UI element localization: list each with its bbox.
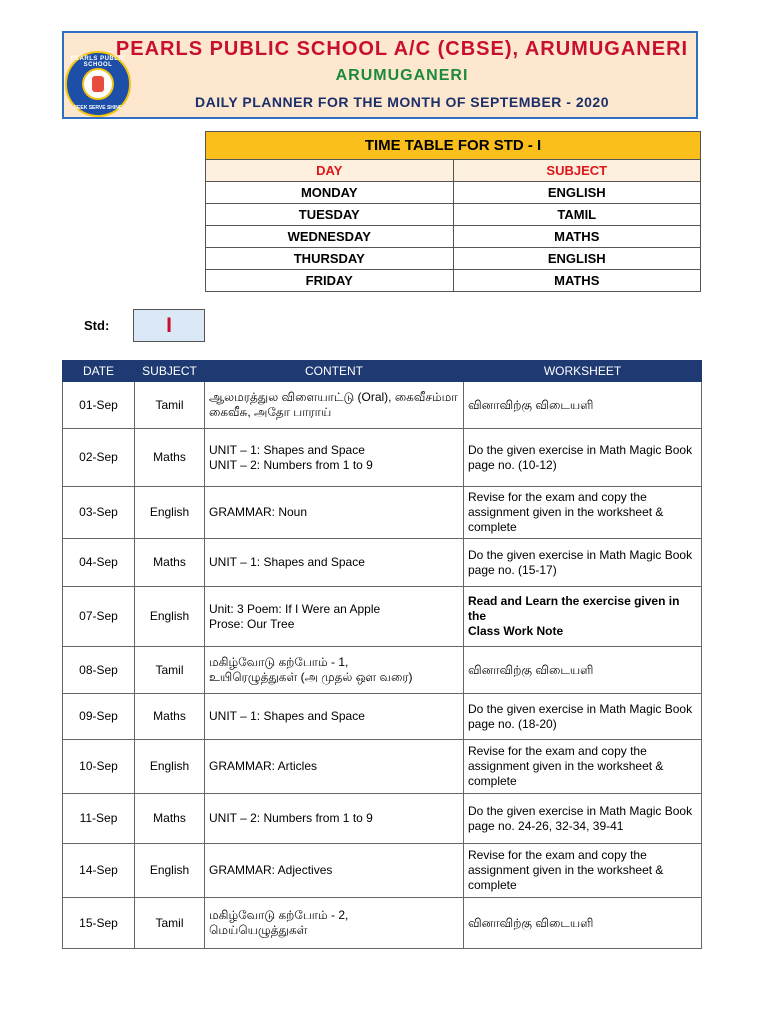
timetable-row — [206, 270, 701, 292]
planner-subject: Tamil — [135, 898, 205, 949]
planner-subject: English — [135, 487, 205, 539]
planner-row — [63, 794, 702, 844]
planner-date: 03-Sep — [63, 487, 135, 539]
planner-subject: Maths — [135, 429, 205, 487]
planner-row — [63, 694, 702, 740]
timetable-row — [206, 248, 701, 270]
planner-subject: Maths — [135, 794, 205, 844]
planner-date: 01-Sep — [63, 382, 135, 429]
planner-content: UNIT – 2: Numbers from 1 to 9 — [205, 794, 464, 844]
planner-date: 04-Sep — [63, 539, 135, 587]
planner-date: 02-Sep — [63, 429, 135, 487]
planner-header-content: CONTENT — [205, 361, 464, 382]
planner-content: UNIT – 1: Shapes and Space UNIT – 2: Numbers from 1 to 9 — [205, 429, 464, 487]
planner-worksheet: Revise for the exam and copy the assignment given in the worksheet & complete — [464, 487, 702, 539]
planner-row — [63, 647, 702, 694]
timetable-title: TIME TABLE FOR STD - I — [206, 132, 701, 160]
planner-title: DAILY PLANNER FOR THE MONTH OF SEPTEMBER - 2020 — [195, 94, 609, 110]
planner-date: 09-Sep — [63, 694, 135, 740]
timetable-subject: ENGLISH — [453, 248, 701, 270]
planner-date: 15-Sep — [63, 898, 135, 949]
timetable-header-subject: SUBJECT — [453, 160, 701, 182]
timetable-day: WEDNESDAY — [206, 226, 454, 248]
planner-subject: Tamil — [135, 382, 205, 429]
school-name: PEARLS PUBLIC SCHOOL A/C (CBSE), ARUMUGANERI — [115, 38, 689, 60]
planner-row — [63, 587, 702, 647]
planner-worksheet: வினாவிற்கு விடையளி — [464, 647, 702, 694]
timetable-subject: MATHS — [453, 226, 701, 248]
planner-content: Unit: 3 Poem: If I Were an Apple Prose: Our Tree — [205, 587, 464, 647]
timetable-header-day: DAY — [206, 160, 454, 182]
timetable-subject: MATHS — [453, 270, 701, 292]
std-label: Std: — [84, 318, 110, 333]
planner-content: GRAMMAR: Articles — [205, 740, 464, 794]
planner-date: 07-Sep — [63, 587, 135, 647]
timetable — [205, 131, 701, 292]
planner-worksheet: Do the given exercise in Math Magic Book page no. (10-12) — [464, 429, 702, 487]
std-value: I — [133, 309, 205, 342]
planner-row — [63, 382, 702, 429]
planner-subject: English — [135, 740, 205, 794]
planner-date: 11-Sep — [63, 794, 135, 844]
planner-header-row — [63, 361, 702, 382]
planner-worksheet: Revise for the exam and copy the assignment given in the worksheet & complete — [464, 844, 702, 898]
planner-content: UNIT – 1: Shapes and Space — [205, 539, 464, 587]
daily-planner-table — [62, 360, 702, 949]
planner-worksheet: Revise for the exam and copy the assignment given in the worksheet & complete — [464, 740, 702, 794]
planner-row — [63, 844, 702, 898]
planner-worksheet: Do the given exercise in Math Magic Book page no. (15-17) — [464, 539, 702, 587]
planner-row — [63, 898, 702, 949]
timetable-row — [206, 204, 701, 226]
planner-header-date: DATE — [63, 361, 135, 382]
timetable-subject: ENGLISH — [453, 182, 701, 204]
timetable-row — [206, 182, 701, 204]
planner-header-worksheet: WORKSHEET — [464, 361, 702, 382]
planner-subject: English — [135, 587, 205, 647]
planner-subject: Maths — [135, 539, 205, 587]
logo-text-bottom: SEEK SERVE SHINE — [73, 105, 123, 111]
timetable-row — [206, 226, 701, 248]
timetable-day: MONDAY — [206, 182, 454, 204]
planner-worksheet: Do the given exercise in Math Magic Book page no. (18-20) — [464, 694, 702, 740]
planner-worksheet: Read and Learn the exercise given in the Class Work Note — [464, 587, 702, 647]
planner-worksheet: Do the given exercise in Math Magic Book page no. 24-26, 32-34, 39-41 — [464, 794, 702, 844]
logo-text-top: PEARLS PUBLIC SCHOOL — [70, 56, 126, 68]
planner-content: GRAMMAR: Adjectives — [205, 844, 464, 898]
planner-subject: Maths — [135, 694, 205, 740]
planner-subject: English — [135, 844, 205, 898]
planner-content: மகிழ்வோடு கற்போம் - 2, மெய்யெழுத்துகள் — [205, 898, 464, 949]
timetable-day: TUESDAY — [206, 204, 454, 226]
planner-content: UNIT – 1: Shapes and Space — [205, 694, 464, 740]
planner-row — [63, 487, 702, 539]
planner-content: ஆலமரத்துல விளையாட்டு (Oral), கைவீசம்மா கைவீசு, அதோ பாராய் — [205, 382, 464, 429]
planner-date: 14-Sep — [63, 844, 135, 898]
planner-worksheet: வினாவிற்கு விடையளி — [464, 898, 702, 949]
planner-worksheet: வினாவிற்கு விடையளி — [464, 382, 702, 429]
planner-row — [63, 429, 702, 487]
school-header — [62, 31, 698, 119]
timetable-day: FRIDAY — [206, 270, 454, 292]
planner-subject: Tamil — [135, 647, 205, 694]
planner-header-subject: SUBJECT — [135, 361, 205, 382]
planner-date: 10-Sep — [63, 740, 135, 794]
planner-row — [63, 740, 702, 794]
planner-content: மகிழ்வோடு கற்போம் - 1, உயிரெழுத்துகள் (அ முதல் ஔ வரை) — [205, 647, 464, 694]
school-town: ARUMUGANERI — [335, 67, 469, 84]
planner-content: GRAMMAR: Noun — [205, 487, 464, 539]
timetable-subject: TAMIL — [453, 204, 701, 226]
planner-row — [63, 539, 702, 587]
timetable-day: THURSDAY — [206, 248, 454, 270]
planner-date: 08-Sep — [63, 647, 135, 694]
